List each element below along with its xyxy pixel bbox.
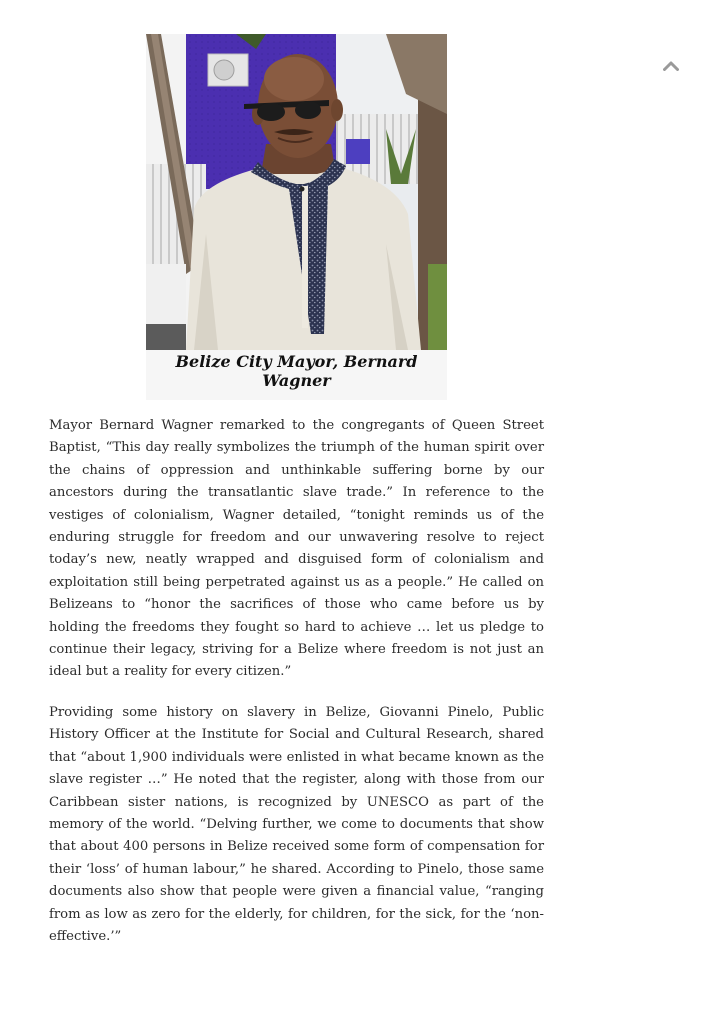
photo-caption-line-1: Belize City Mayor, Bernard	[175, 352, 418, 371]
chevron-up-icon	[663, 61, 679, 71]
article-paragraph-2: Providing some history on slavery in Belize, Giovanni Pinelo, Public History Officer at the Institute for Social and Cultural Research, shared that “about 1,900 individuals were enlisted in what became known as the slave register …” He noted that the register, along with those from our Caribbean sister nations, is recognized by UNESCO as part of the memory of the world. “Delving further, we come to documents that show that about 400 persons in Belize received some form of compensation for their ‘loss’ of human labour,” he shared. According to Pinelo, those same documents also show that people were given a financial value, “ranging from as low as zero for the elderly, for children, for the sick, for the ‘non-effective.’”	[49, 704, 544, 944]
photo-caption-line-2: Wagner	[262, 371, 331, 390]
mayor-portrait-photo	[146, 34, 447, 350]
photo-caption	[146, 352, 447, 400]
scroll-to-top-button[interactable]	[660, 56, 682, 76]
article-body	[49, 415, 544, 966]
article-paragraph-1: Mayor Bernard Wagner remarked to the congregants of Queen Street Baptist, “This day really symbolizes the triumph of the human spirit over the chains of oppression and unthinkable suffering borne by our ancestors during the transatlantic slave trade.” In reference to the vestiges of colonialism, Wagner detailed, “tonight reminds us of the enduring struggle for freedom and our unwavering resolve to reject today’s new, neatly wrapped and disguised form of colonialism and exploitation still being perpetrated against us as a people.” He called on Belizeans to “honor the sacrifices of those who came before us by holding the freedoms they fought so hard to achieve … let us pledge to continue their legacy, striving for a Belize where freedom is not just an ideal but a reality for every citizen.”	[49, 418, 544, 680]
article-photo-figure	[146, 34, 447, 400]
